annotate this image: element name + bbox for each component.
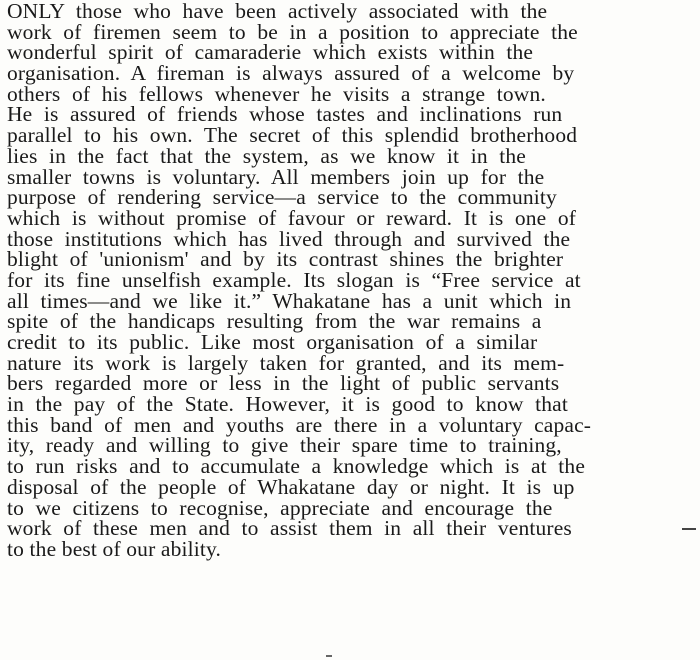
text-line: purpose of rendering service—a service to the community — [7, 185, 557, 210]
text-line: to run risks and to accumulate a knowledge which is at the — [7, 454, 586, 479]
text-line: those institutions which has lived through and survived the — [7, 226, 571, 251]
text-line: in the pay of the State. However, it is good to know that — [7, 392, 568, 417]
text-line: which is without promise of favour or reward. It is one of — [7, 205, 577, 230]
text-line: blight of 'unionism' and by its contrast shines the brighter — [7, 247, 564, 272]
margin-dash-mark — [682, 528, 696, 530]
text-line: credit to its public. Like most organisation of a similar — [7, 330, 538, 354]
text-line: He is assured of friends whose tastes and inclinations run — [7, 102, 563, 127]
text-line: organisation. A fireman is always assured of a welcome by — [7, 61, 575, 86]
text-line: spite of the handicaps resulting from the war remains a — [7, 309, 542, 334]
text-line: wonderful spirit of camaraderie which exists within the — [7, 40, 534, 65]
text-line: all times—and we like it.” Whakatane has a unit which in — [7, 288, 572, 313]
text-line: this band of men and youths are there in a voluntary capac- — [7, 412, 592, 437]
text-line: smaller towns is voluntary. All members join up for the — [7, 164, 545, 189]
text-line: parallel to his own. The secret of this splendid brotherhood — [7, 123, 578, 148]
text-line: others of his fellows whenever he visits a strange town. — [7, 81, 546, 106]
text-line: ity, ready and willing to give their spare time to training, — [7, 433, 562, 458]
text-line: nature its work is largely taken for granted, and its mem- — [7, 350, 565, 375]
text-line: lies in the fact that the system, as we know it in the — [7, 143, 526, 168]
text-line: disposal of the people of Whakatane day or night. It is up — [7, 474, 575, 499]
text-line: to the best of our ability. — [7, 536, 222, 561]
print-speck-mark — [326, 655, 332, 657]
text-line: ONLY those who have been actively associated with the — [7, 0, 548, 23]
article-body — [7, 1, 697, 560]
text-line: to we citizens to recognise, appreciate and encourage the — [7, 495, 553, 520]
text-line: for its fine unselfish example. Its slogan is “Free service at — [7, 267, 581, 292]
text-line: bers regarded more or less in the light of public servants — [7, 371, 560, 396]
text-line: work of these men and to assist them in all their ventures — [7, 516, 572, 541]
text-line: work of firemen seem to be in a position to appreciate the — [7, 19, 578, 44]
